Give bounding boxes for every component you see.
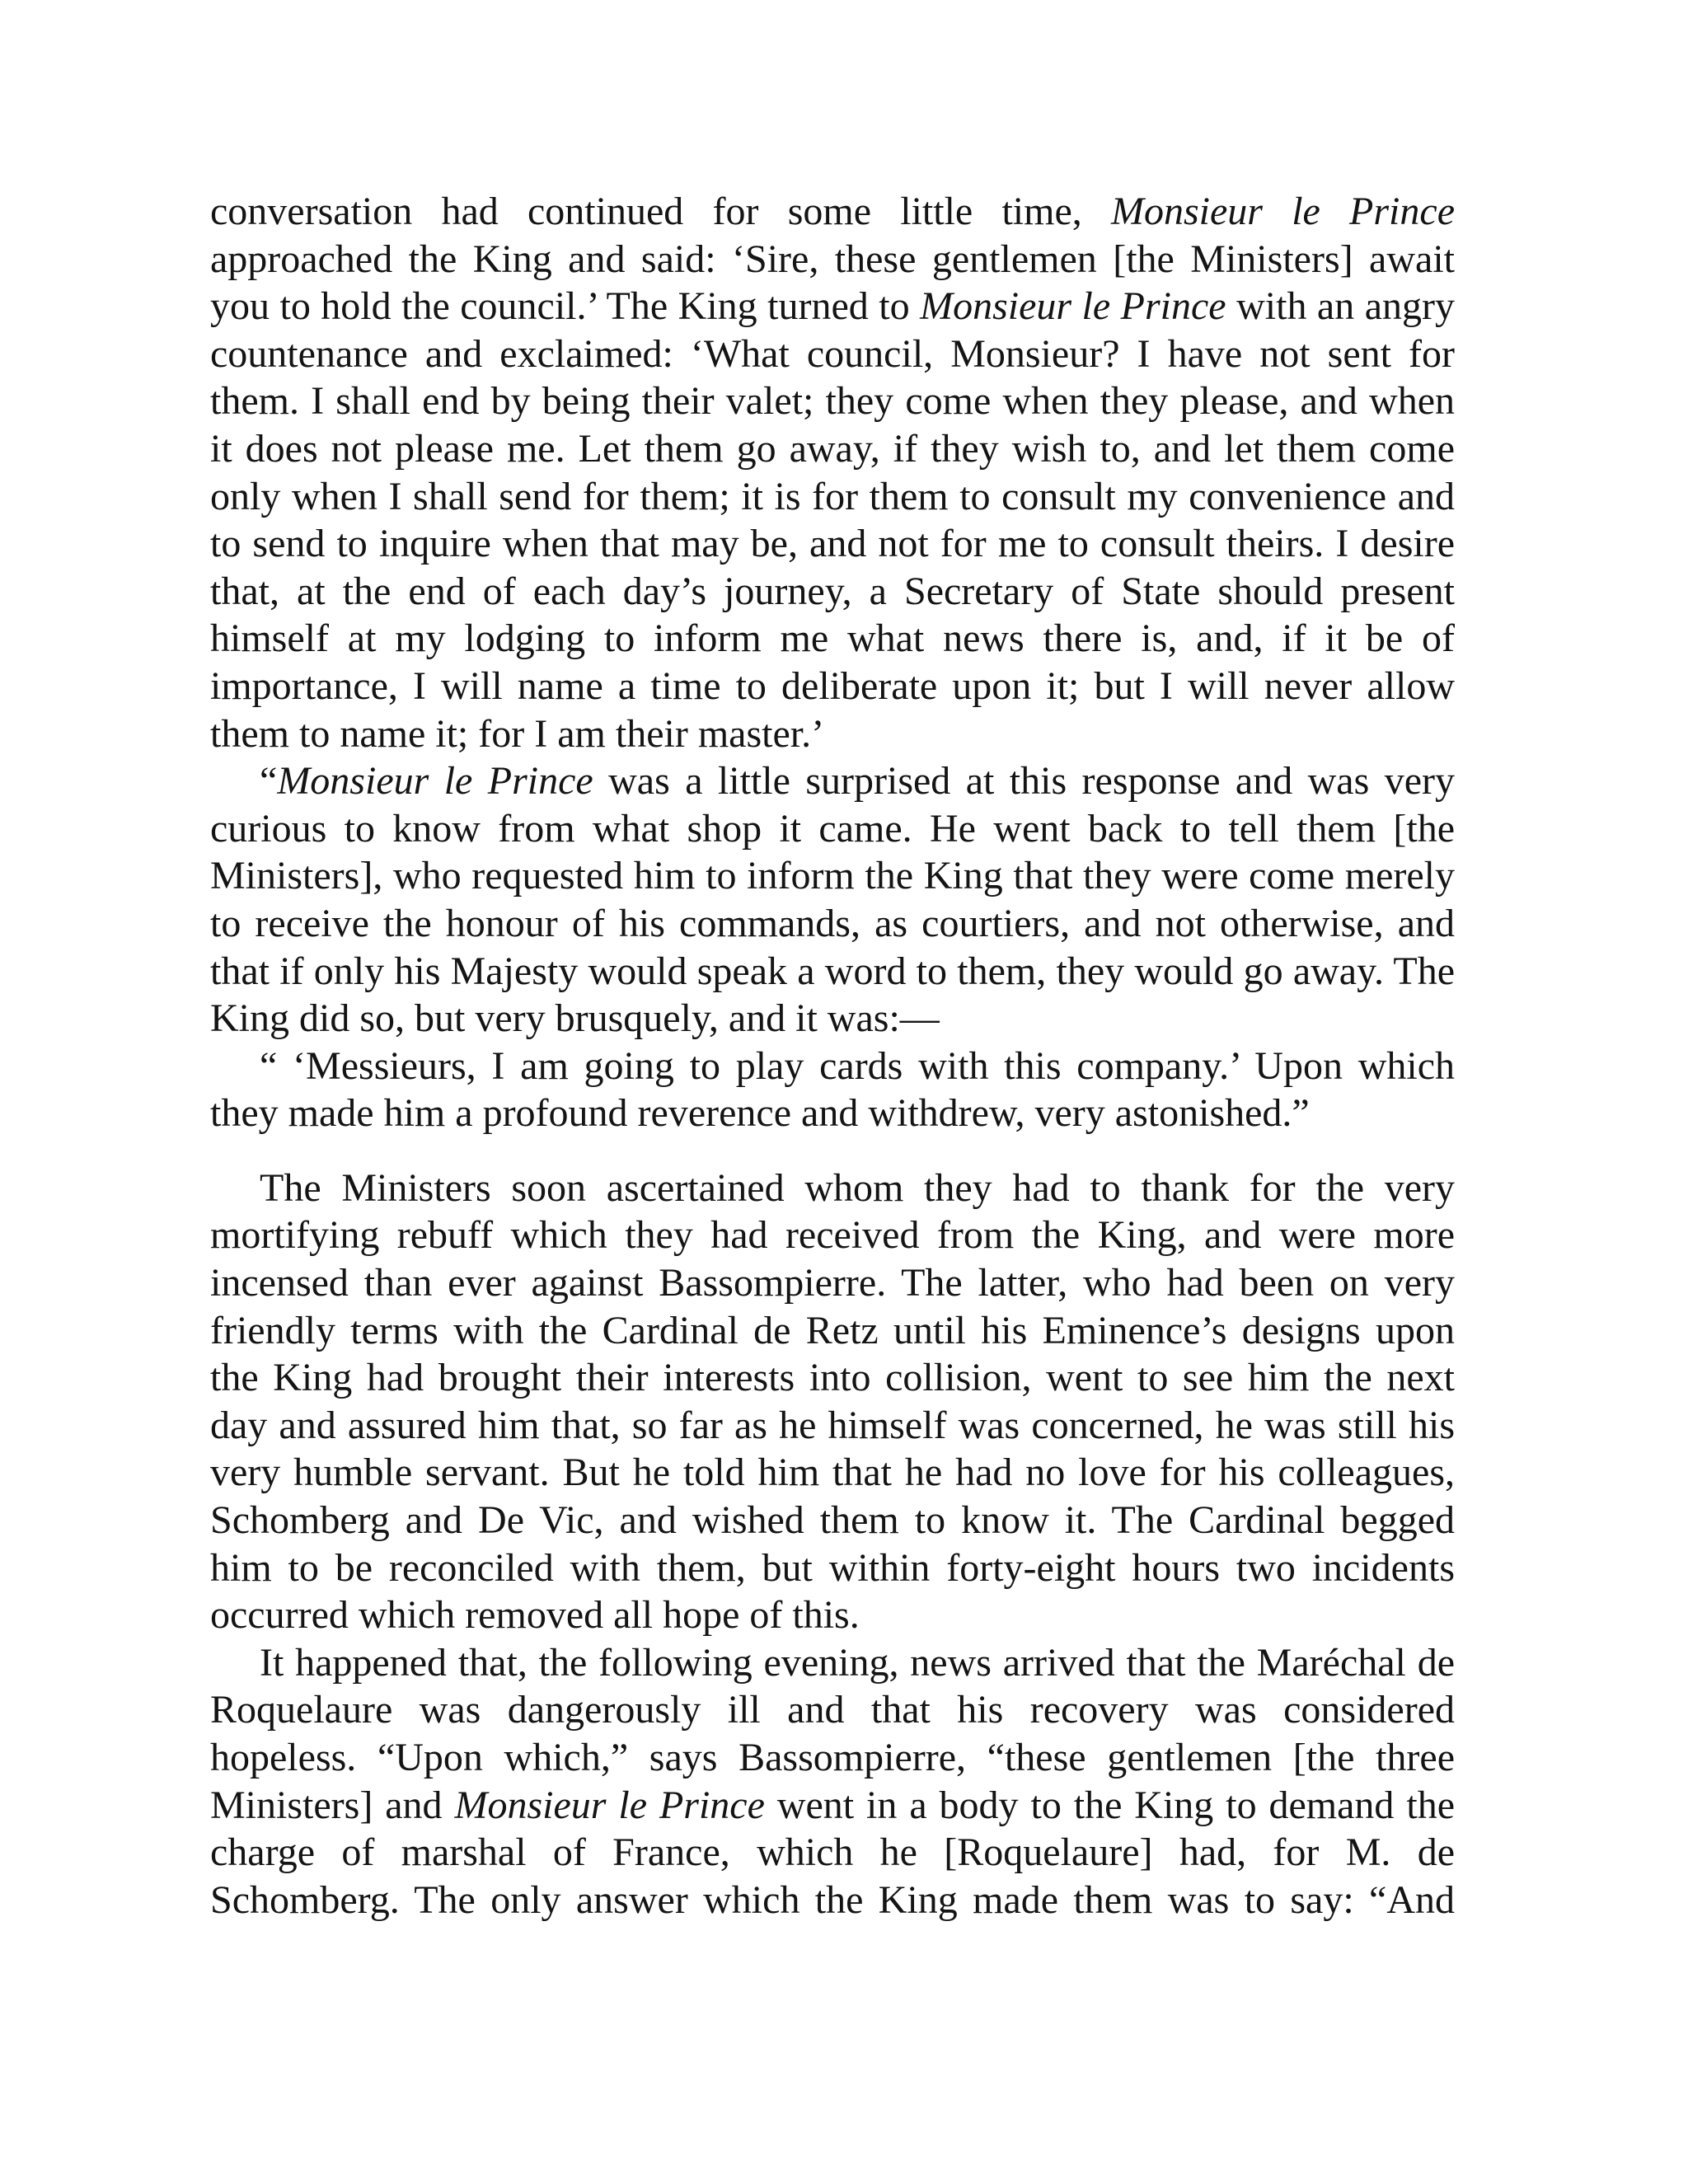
text-run: It happened that, the following evening, news arrived that the Maréchal de Roquelaure was dangerously ill and that his recovery was considered hopeless. “Upon which,” says Bassompierre, “these gentlemen [the three Ministers] and	[210, 1640, 1455, 1827]
text-run: with an angry countenance and exclaimed: ‘What council, Monsieur? I have not sent for them. I shall end by being their valet; they come when they please, and when it does not please me. Let them go away, if they wish to, and let them come only when I shall send for them; it is for them to consult my convenience and to send to inquire when that may be, and not for me to consult theirs. I desire that, at the end of each day’s journey, a Secretary of State should present himself at my lodging to inform me what news there is, and, if it be of importance, I will name a time to deliberate upon it; but I will never allow them to name it; for I am their master.’	[210, 284, 1456, 756]
italic-text: Monsieur le Prince	[454, 1783, 765, 1827]
italic-text: Monsieur le Prince	[277, 759, 593, 804]
paragraph	[210, 1043, 1455, 1137]
text-run: went in a body to the King to demand the charge of marshal of France, which he [Roquelaure] had, for M. de Schomberg. The only answer which the King made them was to say: “And	[210, 1783, 1456, 1922]
text-run: The Ministers soon ascertained whom they had to thank for the very mortifying rebuff which they had received from the King, and were more incensed than ever against Bassompierre. The latter, who had been on very friendly terms with the Cardinal de Retz until his Eminence’s designs upon the King had brought their interests into collision, went to see him the next day and assured him that, so far as he himself was concerned, he was still his very humble servant. But he told him that he had no love for his colleagues, Schomberg and De Vic, and wished them to know it. The Cardinal begged him to be reconciled with them, but within forty-eight hours two incidents occurred which removed all hope of this.	[210, 1165, 1455, 1638]
italic-text: Monsieur le Prince	[920, 284, 1226, 329]
text-run: was a little surprised at this response and was very curious to know from what shop it came. He went back to tell them [the Ministers], who requested him to inform the King that they were come merely to receive the honour of his commands, as courtiers, and not otherwise, and that if only his Majesty would speak a word to them, they would go away. The King did so, but very brusquely, and it was:—	[210, 759, 1455, 1041]
text-run: conversation had continued for some little time,	[210, 190, 1111, 233]
paragraph	[210, 757, 1455, 1043]
paragraph	[210, 1639, 1455, 1924]
text-run: “	[260, 759, 278, 804]
paragraph	[210, 1165, 1455, 1639]
book-page-body	[210, 188, 1455, 1924]
paragraph	[210, 188, 1455, 757]
text-run: approached the King and said: ‘Sire, these gentlemen [the Ministers] await you to hold the council.’ The King turned to	[210, 237, 1455, 329]
italic-text: Monsieur le Prince	[1110, 190, 1455, 233]
text-run: “ ‘Messieurs, I am going to play cards with this company.’ Upon which they made him a profound reverence and withdrew, very astonished.”	[210, 1043, 1455, 1136]
